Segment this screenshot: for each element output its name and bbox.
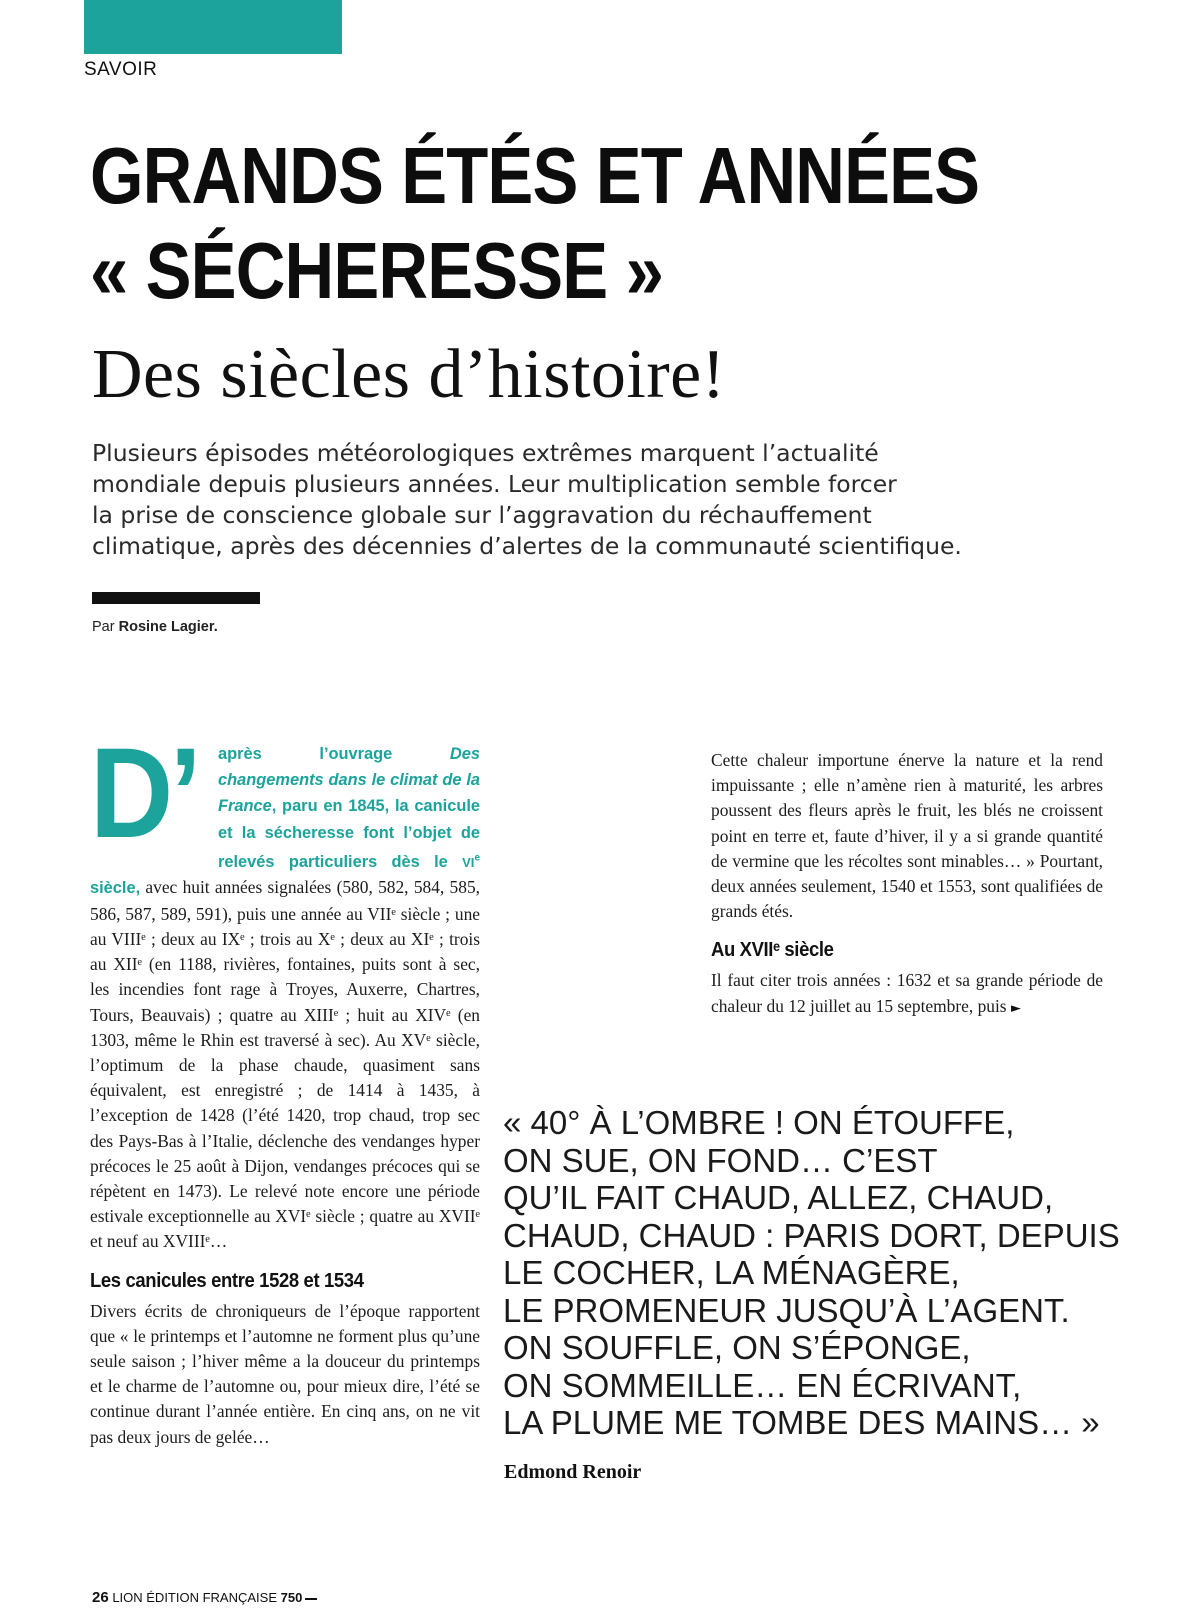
article-title — [90, 128, 993, 318]
magazine-name: LION ÉDITION FRANÇAISE — [112, 1590, 278, 1605]
body-text: avec huit années signalées (580, 582, 584, 585, 586, 587, 589, 591), puis une année au VIIᵉ siècle ; une au VIIIᵉ ; deux au IXᵉ ; trois au Xᵉ ; deux au XIᵉ ; trois au XIIᵉ (en 1188, rivières, fontaines, puits sont à sec, les incendies font rage à Troyes, Auxerre, Chartres, Tours, Beauvais) ; quatre au XIIIᵉ ; huit au XIVᵉ (en 1303, même le Rhin est traversé à sec). Au XVᵉ siècle, l’optimum de la phase chaude, quasiment sans équivalent, est enregistré ; de 1414 à 1435, à l’exception de 1428 (l’été 1420, trop chaud, trop sec des Pays-Bas à l’Italie, déclenche des vendanges hyper précoces le 25 août à Dijon, vendanges précoces qui se répètent en 1473). Le relevé note encore une période estivale exceptionnelle au XVIᵉ siècle ; quatre au XVIIᵉ et neuf au XVIIIᵉ… — [90, 877, 480, 1252]
section-rubric: SAVOIR — [84, 59, 158, 80]
section-color-bar — [84, 0, 342, 54]
lead-line: la prise de conscience globale sur l’aggravation du réchauffement — [92, 501, 872, 529]
body-paragraph — [711, 968, 1103, 1020]
drop-cap: D’ — [90, 722, 198, 865]
section-heading-xviie: Au XVIIᵉ siècle — [711, 938, 834, 962]
section-heading-canicules: Les canicules entre 1528 et 1534 — [90, 1268, 364, 1292]
page-footer — [92, 1589, 317, 1606]
article-column-left — [90, 722, 480, 1450]
title-line-1: GRANDS ÉTÉS ET ANNÉES — [90, 131, 980, 220]
intro-text: , paru en 1845, la canicule et la sécheresse font l’objet de relevés particuliers dès le — [218, 797, 480, 872]
article-column-right — [711, 748, 1103, 1021]
quote-line: LE PROMENEUR JUSQU’À L’AGENT. — [503, 1291, 1070, 1329]
quote-line: « 40° À L’OMBRE ! ON ÉTOUFFE, — [503, 1104, 1015, 1141]
body-text: Il faut citer trois années : 1632 et sa grande période de chaleur du 12 juillet au 15 septembre, puis — [711, 970, 1103, 1016]
title-line-2: « SÉCHERESSE » — [90, 226, 664, 315]
pull-quote — [503, 1104, 1143, 1442]
body-paragraph: Cette chaleur importune énerve la nature et la rend impuissante ; elle n’amène rien à maturité, les arbres poussent des fleurs après le fruit, les blés ne croissent point en terre et, faute d’hiver, il y a si grande quantité de vermine que les récoltes sont minables… » Pourtant, deux années seulement, 1540 et 1553, sont qualifiées de grands étés. — [711, 750, 1103, 922]
byline-author: Rosine Lagier. — [118, 619, 218, 635]
quote-line: LE COCHER, LA MÉNAGÈRE, — [503, 1254, 960, 1291]
byline-divider — [92, 592, 260, 604]
continue-arrow-icon: ► — [1010, 1000, 1021, 1016]
lead-line: mondiale depuis plusieurs années. Leur multiplication semble forcer — [92, 470, 897, 498]
body-paragraph: Divers écrits de chroniqueurs de l’époque rapportent que « le printemps et l’automne ne forment plus qu’une seule saison ; l’hiver même a la douceur du printemps et le charme de l’automne ou, pour mieux dire, l’été se continue durant l’année entière. En cinq ans, on ne vit pas deux jours de gelée… — [90, 1300, 480, 1447]
quote-line: LA PLUME ME TOMBE DES MAINS… » — [503, 1404, 1100, 1441]
lead-paragraph — [92, 438, 1082, 562]
lead-line: climatique, après des décennies d’alertes de la communauté scientifique. — [92, 532, 962, 560]
century-numeral: VI — [462, 855, 475, 871]
lead-line: Plusieurs épisodes météorologiques extrêmes marquent l’actualité — [92, 439, 879, 467]
quote-author: Edmond Renoir — [504, 1461, 642, 1483]
century-suffix: e — [474, 852, 480, 864]
quote-line: CHAUD, CHAUD : PARIS DORT, DEPUIS — [503, 1216, 1120, 1254]
quote-line: ON SUE, ON FOND… C’EST — [503, 1141, 938, 1179]
page-number: 26 — [92, 1589, 109, 1606]
quote-line: QU’IL FAIT CHAUD, ALLEZ, CHAUD, — [503, 1179, 1054, 1216]
intro-text: après l’ouvrage — [218, 745, 450, 763]
article-subtitle: Des siècles d’histoire! — [92, 336, 726, 413]
intro-text: siècle, — [90, 879, 141, 898]
footer-dash — [305, 1598, 317, 1600]
byline-prefix: Par — [92, 619, 115, 635]
quote-line: ON SOMMEILLE… EN ÉCRIVANT, — [503, 1366, 1022, 1404]
quote-line: ON SOUFFLE, ON S’ÉPONGE, — [503, 1329, 971, 1366]
issue-number: 750 — [280, 1590, 303, 1605]
byline — [92, 619, 218, 635]
book-title: Des changements dans le climat de la France — [218, 745, 480, 816]
